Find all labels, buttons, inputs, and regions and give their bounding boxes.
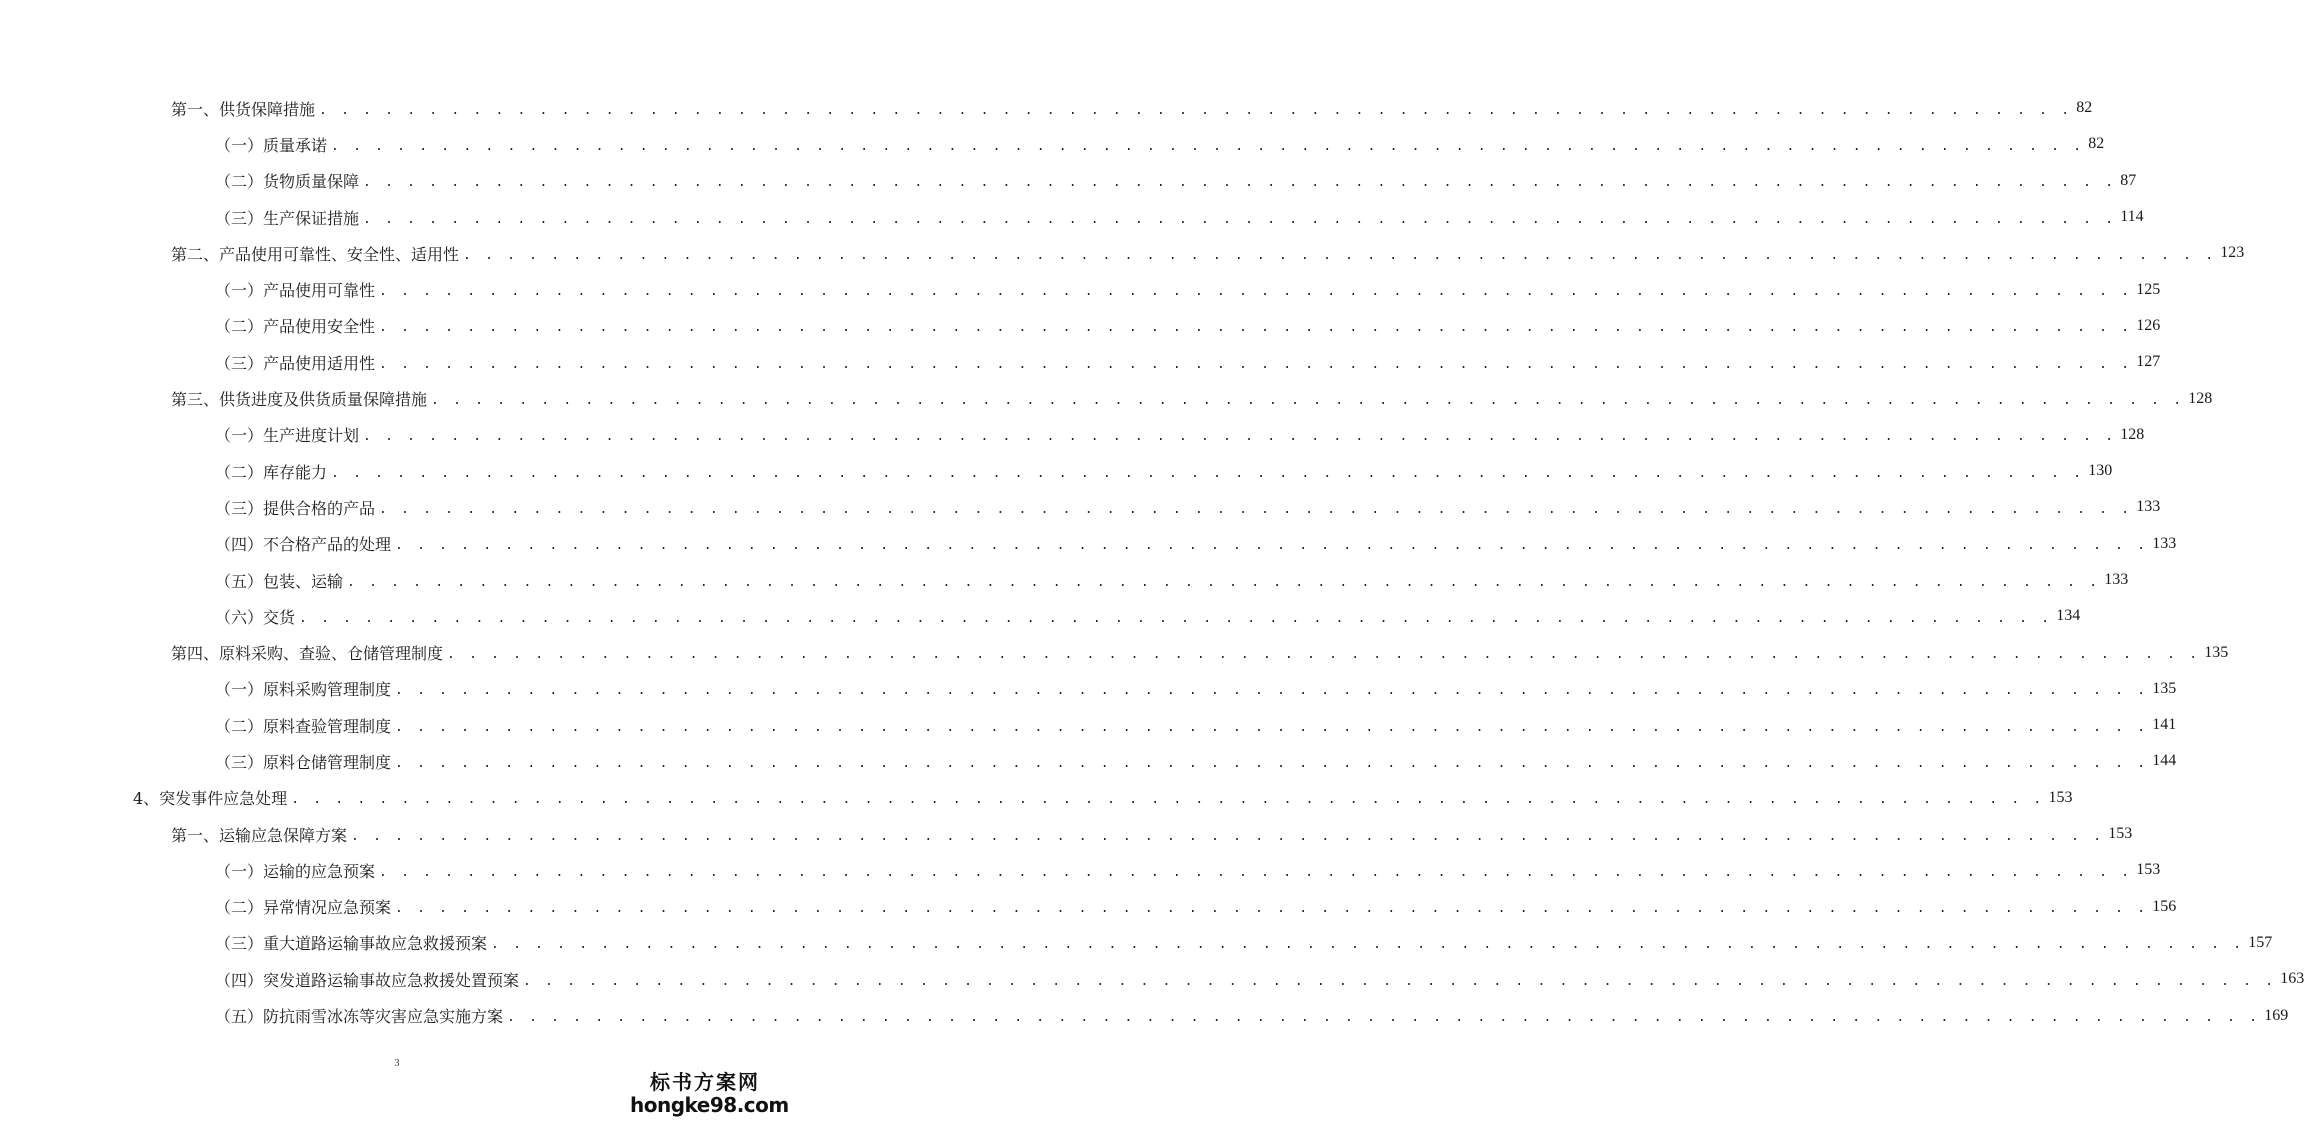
- toc-entry[interactable]: [0, 163, 2137, 199]
- table-of-contents: [0, 90, 2304, 1034]
- toc-dot-leader: . . . . . . . . . . . . . . . . . . . . . . . . . . . . . . . . . . . . . . . . . . . . . . . . . . . . . . . . . . . . . . . . . . . . . . . . . . . . . . . .: [447, 647, 2201, 663]
- toc-entry[interactable]: [0, 235, 2245, 271]
- toc-entry-page: 144: [2152, 752, 2177, 770]
- toc-entry-title: （五）包装、运输: [215, 569, 345, 592]
- toc-entry-title: （一）产品使用可靠性: [215, 278, 377, 301]
- toc-dot-leader: . . . . . . . . . . . . . . . . . . . . . . . . . . . . . . . . . . . . . . . . . . . . . . . . . . . . . . . . . . . . . . . . . . . . . . . . . . . . . . . .: [395, 755, 2149, 771]
- toc-dot-leader: . . . . . . . . . . . . . . . . . . . . . . . . . . . . . . . . . . . . . . . . . . . . . . . . . . . . . . . . . . . . . . . . . . . . . . . . . . . . . . . .: [379, 284, 2133, 300]
- toc-dot-leader: . . . . . . . . . . . . . . . . . . . . . . . . . . . . . . . . . . . . . . . . . . . . . . . . . . . . . . . . . . . . . . . . . . . . . . . . . . . . . . . .: [363, 429, 2117, 445]
- toc-entry-page: 156: [2152, 897, 2177, 915]
- toc-entry-page: 163: [2280, 970, 2304, 988]
- toc-entry-title: （三）产品使用适用性: [215, 351, 377, 374]
- toc-entry-title: （六）交货: [215, 605, 297, 628]
- toc-dot-leader: . . . . . . . . . . . . . . . . . . . . . . . . . . . . . . . . . . . . . . . . . . . . . . . . . . . . . . . . . . . . . . . . . . . . . . . . . . . . . . . .: [379, 501, 2133, 517]
- toc-dot-leader: . . . . . . . . . . . . . . . . . . . . . . . . . . . . . . . . . . . . . . . . . . . . . . . . . . . . . . . . . . . . . . . . . . . . . . . . . . . . . . . .: [395, 901, 2149, 917]
- toc-entry[interactable]: [0, 453, 2113, 489]
- toc-dot-leader: . . . . . . . . . . . . . . . . . . . . . . . . . . . . . . . . . . . . . . . . . . . . . . . . . . . . . . . . . . . . . . . . . . . . . . . . . . . . . . . .: [379, 320, 2133, 336]
- toc-dot-leader: . . . . . . . . . . . . . . . . . . . . . . . . . . . . . . . . . . . . . . . . . . . . . . . . . . . . . . . . . . . . . . . . . . . . . . . . . . . . . . . .: [379, 864, 2133, 880]
- toc-entry-title: （五）防抗雨雪冰冻等灾害应急实施方案: [215, 1004, 505, 1027]
- toc-entry-title: 第四、原料采购、查验、仓储管理制度: [171, 641, 445, 664]
- toc-entry-title: 第一、供货保障措施: [171, 97, 317, 120]
- toc-entry[interactable]: [0, 707, 2177, 743]
- toc-entry-title: （一）原料采购管理制度: [215, 677, 393, 700]
- toc-entry[interactable]: [0, 489, 2161, 525]
- toc-dot-leader: . . . . . . . . . . . . . . . . . . . . . . . . . . . . . . . . . . . . . . . . . . . . . . . . . . . . . . . . . . . . . . . . . . . . . . . . . . . . . . . .: [291, 792, 2045, 808]
- toc-entry-page: 135: [2152, 679, 2177, 697]
- toc-entry-title: （一）质量承诺: [215, 133, 329, 156]
- toc-dot-leader: . . . . . . . . . . . . . . . . . . . . . . . . . . . . . . . . . . . . . . . . . . . . . . . . . . . . . . . . . . . . . . . . . . . . . . . . . . . . . . . .: [299, 610, 2053, 626]
- toc-dot-leader: . . . . . . . . . . . . . . . . . . . . . . . . . . . . . . . . . . . . . . . . . . . . . . . . . . . . . . . . . . . . . . . . . . . . . . . . . . . . . . . .: [507, 1010, 2261, 1026]
- toc-dot-leader: . . . . . . . . . . . . . . . . . . . . . . . . . . . . . . . . . . . . . . . . . . . . . . . . . . . . . . . . . . . . . . . . . . . . . . . . . . . . . . . .: [347, 574, 2101, 590]
- toc-entry-title: （一）生产进度计划: [215, 423, 361, 446]
- toc-entry-page: 153: [2136, 861, 2161, 879]
- toc-entry[interactable]: [0, 671, 2177, 707]
- toc-entry[interactable]: [0, 380, 2213, 416]
- toc-entry-page: 133: [2104, 571, 2129, 588]
- toc-dot-leader: . . . . . . . . . . . . . . . . . . . . . . . . . . . . . . . . . . . . . . . . . . . . . . . . . . . . . . . . . . . . . . . . . . . . . . . . . . . . . . . .: [395, 538, 2149, 554]
- toc-entry-title: （二）货物质量保障: [215, 169, 361, 192]
- toc-entry[interactable]: [0, 961, 2304, 997]
- toc-entry-page: 134: [2056, 607, 2081, 625]
- watermark-cn-text: 标书方案网: [650, 1070, 760, 1094]
- toc-entry-page: 127: [2136, 353, 2161, 371]
- toc-entry-title: （三）原料仓储管理制度: [215, 750, 393, 773]
- toc-dot-leader: . . . . . . . . . . . . . . . . . . . . . . . . . . . . . . . . . . . . . . . . . . . . . . . . . . . . . . . . . . . . . . . . . . . . . . . . . . . . . . . .: [491, 937, 2245, 953]
- toc-dot-leader: . . . . . . . . . . . . . . . . . . . . . . . . . . . . . . . . . . . . . . . . . . . . . . . . . . . . . . . . . . . . . . . . . . . . . . . . . . . . . . . .: [379, 356, 2133, 372]
- toc-entry-title: 第三、供货进度及供货质量保障措施: [171, 387, 429, 410]
- toc-entry-title: （一）运输的应急预案: [215, 859, 377, 882]
- toc-entry[interactable]: [0, 199, 2144, 235]
- toc-entry[interactable]: [0, 271, 2161, 307]
- toc-dot-leader: . . . . . . . . . . . . . . . . . . . . . . . . . . . . . . . . . . . . . . . . . . . . . . . . . . . . . . . . . . . . . . . . . . . . . . . . . . . . . . . .: [331, 138, 2085, 154]
- toc-entry-page: 128: [2120, 425, 2145, 443]
- toc-entry[interactable]: [0, 344, 2161, 380]
- toc-entry[interactable]: [0, 997, 2289, 1033]
- toc-dot-leader: . . . . . . . . . . . . . . . . . . . . . . . . . . . . . . . . . . . . . . . . . . . . . . . . . . . . . . . . . . . . . . . . . . . . . . . . . . . . . . . .: [331, 465, 2085, 481]
- toc-dot-leader: . . . . . . . . . . . . . . . . . . . . . . . . . . . . . . . . . . . . . . . . . . . . . . . . . . . . . . . . . . . . . . . . . . . . . . . . . . . . . . . .: [431, 393, 2185, 409]
- toc-entry-page: 130: [2088, 462, 2113, 480]
- toc-entry[interactable]: [0, 526, 2177, 562]
- toc-dot-leader: . . . . . . . . . . . . . . . . . . . . . . . . . . . . . . . . . . . . . . . . . . . . . . . . . . . . . . . . . . . . . . . . . . . . . . . . . . . . . . . .: [523, 973, 2277, 989]
- toc-entry-title: 第二、产品使用可靠性、安全性、适用性: [171, 242, 461, 265]
- toc-entry[interactable]: [0, 308, 2161, 344]
- toc-entry-title: （二）异常情况应急预案: [215, 895, 393, 918]
- toc-entry-page: 133: [2152, 534, 2177, 552]
- toc-entry-page: 169: [2264, 1006, 2289, 1024]
- toc-entry-page: 82: [2076, 99, 2093, 117]
- toc-dot-leader: . . . . . . . . . . . . . . . . . . . . . . . . . . . . . . . . . . . . . . . . . . . . . . . . . . . . . . . . . . . . . . . . . . . . . . . . . . . . . . . .: [463, 247, 2217, 263]
- watermark-url-text: hongke98.com: [630, 1093, 789, 1117]
- watermark-logo: [630, 1066, 789, 1117]
- page-number: 3: [394, 1058, 400, 1069]
- toc-entry-title: 4、突发事件应急处理: [133, 786, 289, 809]
- toc-entry-title: （三）重大道路运输事故应急救援预案: [215, 931, 489, 954]
- toc-entry-title: （三）生产保证措施: [215, 206, 361, 229]
- toc-entry[interactable]: [0, 598, 2081, 634]
- toc-entry-page: 87: [2120, 171, 2137, 189]
- toc-dot-leader: . . . . . . . . . . . . . . . . . . . . . . . . . . . . . . . . . . . . . . . . . . . . . . . . . . . . . . . . . . . . . . . . . . . . . . . . . . . . . . . .: [395, 683, 2149, 699]
- toc-dot-leader: . . . . . . . . . . . . . . . . . . . . . . . . . . . . . . . . . . . . . . . . . . . . . . . . . . . . . . . . . . . . . . . . . . . . . . . . . . . . . . . .: [363, 211, 2117, 227]
- toc-entry[interactable]: [0, 126, 2105, 162]
- toc-entry-title: （四）不合格产品的处理: [215, 532, 393, 555]
- toc-dot-leader: . . . . . . . . . . . . . . . . . . . . . . . . . . . . . . . . . . . . . . . . . . . . . . . . . . . . . . . . . . . . . . . . . . . . . . . . . . . . . . . .: [363, 175, 2117, 191]
- toc-entry-page: 135: [2204, 643, 2229, 661]
- toc-entry-page: 157: [2248, 933, 2273, 951]
- toc-entry-page: 133: [2136, 498, 2161, 516]
- toc-entry-title: 第一、运输应急保障方案: [171, 823, 349, 846]
- toc-entry-page: 153: [2048, 788, 2073, 806]
- toc-entry-title: （二）库存能力: [215, 460, 329, 483]
- toc-entry[interactable]: [0, 417, 2145, 453]
- toc-entry-page: 123: [2220, 244, 2245, 262]
- toc-entry-title: （二）原料查验管理制度: [215, 714, 393, 737]
- toc-entry[interactable]: [0, 90, 2093, 126]
- toc-entry-page: 82: [2088, 135, 2105, 153]
- toc-entry[interactable]: [0, 780, 2073, 816]
- toc-entry[interactable]: [0, 852, 2161, 888]
- toc-entry-page: 125: [2136, 280, 2161, 298]
- toc-dot-leader: . . . . . . . . . . . . . . . . . . . . . . . . . . . . . . . . . . . . . . . . . . . . . . . . . . . . . . . . . . . . . . . . . . . . . . . . . . . . . . . .: [351, 828, 2105, 844]
- toc-entry-page: 126: [2136, 316, 2161, 334]
- toc-dot-leader: . . . . . . . . . . . . . . . . . . . . . . . . . . . . . . . . . . . . . . . . . . . . . . . . . . . . . . . . . . . . . . . . . . . . . . . . . . . . . . . .: [319, 102, 2073, 118]
- toc-entry-page: 153: [2108, 825, 2133, 843]
- toc-entry[interactable]: [0, 743, 2177, 779]
- toc-entry-page: 114: [2120, 208, 2144, 226]
- toc-entry[interactable]: [0, 562, 2129, 598]
- toc-dot-leader: . . . . . . . . . . . . . . . . . . . . . . . . . . . . . . . . . . . . . . . . . . . . . . . . . . . . . . . . . . . . . . . . . . . . . . . . . . . . . . . .: [395, 719, 2149, 735]
- toc-entry-title: （三）提供合格的产品: [215, 496, 377, 519]
- toc-entry[interactable]: [0, 925, 2273, 961]
- toc-entry-title: （四）突发道路运输事故应急救援处置预案: [215, 968, 521, 991]
- toc-entry-title: （二）产品使用安全性: [215, 314, 377, 337]
- toc-entry[interactable]: [0, 889, 2177, 925]
- toc-entry-page: 141: [2152, 716, 2177, 734]
- toc-entry-page: 128: [2188, 389, 2213, 407]
- toc-entry[interactable]: [0, 816, 2133, 852]
- toc-entry[interactable]: [0, 634, 2229, 670]
